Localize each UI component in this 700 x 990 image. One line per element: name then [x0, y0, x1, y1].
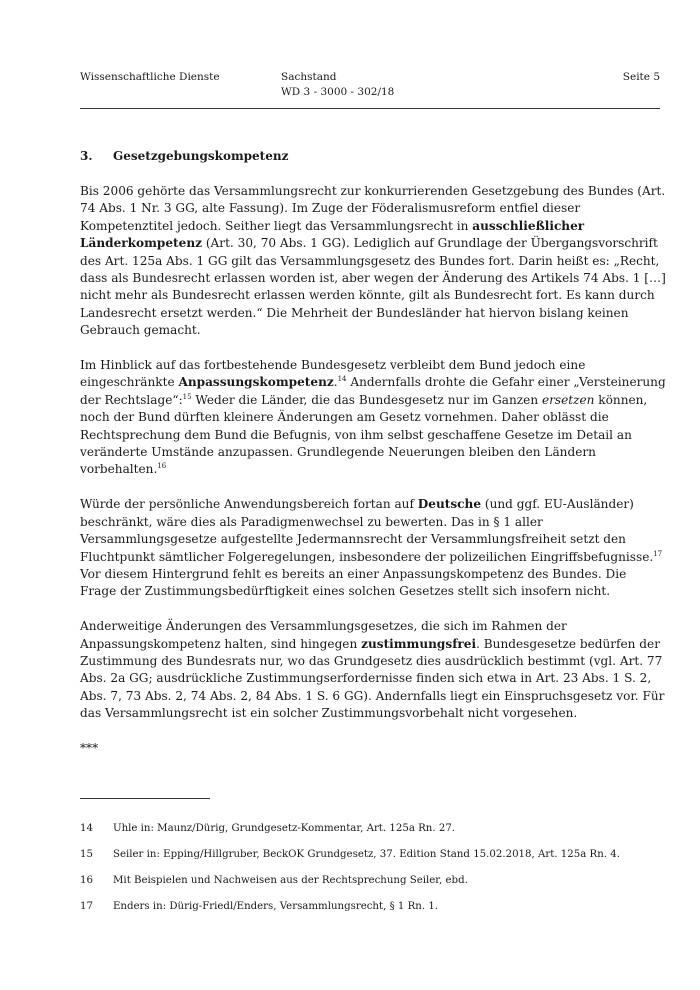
section-heading [80, 149, 288, 163]
body-text [80, 183, 666, 775]
footnote-text: Seiler in: Epping/Hillgruber, BeckOK Grundgesetz, 37. Edition Stand 15.02.2018, Art. 125a Rn. 4. [113, 849, 620, 860]
footnote-divider [80, 798, 210, 799]
text-run: Bis 2006 gehörte das Versammlungsrecht zur konkurrierenden Gesetzgebung des Bundes (Art. 74 Abs. 1 Nr. 3 GG, alte Fassung). Im Zuge der Föderalismusreform entfiel dieser Kompetenztitel jedoch. Seither liegt das Versammlungsrecht in [80, 184, 666, 233]
emphasis-zustimmungsfrei: zustimmungsfrei [361, 636, 477, 651]
footnote-number: 16 [80, 875, 93, 886]
footnote-14 [80, 822, 670, 848]
footnote-number: 17 [80, 901, 93, 912]
paragraph-1 [80, 183, 666, 340]
text-run: Vor diesem Hintergrund fehlt es bereits an einer Anpassungskompetenz des Bundes. Die Frage der Zustimmungsbedürftigkeit eines solchen Gesetzes stellt sich insofern nicht. [80, 566, 627, 599]
paragraph-3 [80, 496, 666, 600]
paragraph-2 [80, 357, 666, 479]
text-run: Weder die Länder, die das Bundesgesetz nur im Ganzen [191, 392, 542, 407]
emphasis-ersetzen: ersetzen [541, 392, 595, 407]
footnote-ref-15[interactable]: 15 [182, 392, 192, 401]
section-title: Gesetzgebungskompetenz [113, 149, 289, 163]
footnote-text: Enders in: Dürig-Friedl/Enders, Versammlungsrecht, § 1 Rn. 1. [113, 901, 439, 912]
footnotes [80, 822, 670, 926]
section-end-marker: *** [80, 740, 99, 755]
footnote-text: Mit Beispielen und Nachweisen aus der Rechtsprechung Seiler, ebd. [113, 875, 468, 886]
text-run: Würde der persönliche Anwendungsbereich fortan auf [80, 497, 418, 512]
footnote-17 [80, 900, 670, 926]
paragraph-4 [80, 618, 666, 722]
emphasis-anpassungskompetenz: Anpassungskompetenz [178, 375, 334, 390]
footnote-ref-17[interactable]: 17 [653, 549, 663, 558]
header-page-number: Seite 5 [622, 71, 660, 83]
footnote-number: 15 [80, 849, 93, 860]
header-department: Wissenschaftliche Dienste [80, 71, 220, 83]
section-number: 3. [80, 149, 93, 163]
text-run: Anderweitige Änderungen des Versammlungsgesetzes, die sich im Rahmen der Anpassungskompetenz halten, sind hingegen [80, 619, 567, 651]
text-run: (Art. 30, 70 Abs. 1 GG). Lediglich auf Grundlage der Übergangsvorschrift des Art. 125a Abs. 1 GG gilt das Versammlungsgesetz des Bundes fort. Darin heißt es: „Recht, dass als Bundesrecht erlassen worden ist, aber wegen der Änderung des Artikels 74 Abs. 1 […] nicht mehr als Bundesrecht erlassen werden könnte, gilt als Bundesrecht fort. Es kann durch Landesrecht ersetzt werden.“ Die Mehrheit der Bundesländer hat hiervon bislang keinen Gebrauch gemacht. [80, 236, 666, 338]
header-doc-number: WD 3 - 3000 - 302/18 [281, 86, 395, 98]
footnote-ref-14[interactable]: 14 [337, 375, 347, 384]
text-run: Andernfalls drohte die Gefahr einer „Versteinerung der Rechtslage“: [80, 375, 666, 407]
footnote-16 [80, 874, 670, 900]
text-run: können, noch der Bund dürften kleinere Änderungen am Gesetz vornehmen. Daher oblässt die Rechtsprechung dem Bund die Befugnis, von ihm selbst geschaffene Gesetze im Detail an veränderte Umstände anzupassen. Grundlegende Neuerungen bleiben den Ländern vorbehalten. [80, 392, 648, 477]
emphasis-deutsche: Deutsche [417, 497, 482, 512]
footnote-ref-16[interactable]: 16 [157, 462, 167, 471]
text-run: . Bundesgesetze bedürfen der Zustimmung des Bundesrats nur, wo das Grundgesetz dies ausdrücklich bestimmt (vgl. Art. 77 Abs. 2a GG; ausdrückliche Zustimmungserfordernisse finden sich etwa in Art. 23 Abs. 1 S. 2, Abs. 7, 73 Abs. 2, 74 Abs. 2, 84 Abs. 1 S. 6 GG). Andernfalls liegt ein Einspruchsgesetz vor. Für das Versammlungsrecht ist ein solcher Zustimmungsvorbehalt nicht vorgesehen. [80, 636, 665, 721]
header-document-info [281, 70, 394, 100]
footnote-15 [80, 848, 670, 874]
footnote-text: Uhle in: Maunz/Dürig, Grundgesetz-Kommentar, Art. 125a Rn. 27. [113, 823, 456, 834]
text-run: . [333, 375, 338, 390]
text-run: Im Hinblick auf das fortbestehende Bundesgesetz verbleibt dem Bund jedoch eine eingeschränkte [80, 358, 586, 390]
header-divider [80, 108, 660, 109]
emphasis-laenderkompetenz: ausschließlicher Länderkompetenz [80, 218, 585, 251]
footnote-number: 14 [80, 823, 93, 834]
header-doc-type: Sachstand [281, 71, 337, 83]
text-run: (und ggf. EU-Ausländer) beschränkt, wäre dies als Paradigmenwechsel zu bewerten. Das in § 1 aller Versammlungsgesetze aufgestellte Jedermannsrecht der Versammlungsfreiheit setzt den Fluchtpunkt sämtlicher Folgeregelungen, insbesondere der polizeilichen Eingriffsbefugnisse. [80, 497, 654, 564]
